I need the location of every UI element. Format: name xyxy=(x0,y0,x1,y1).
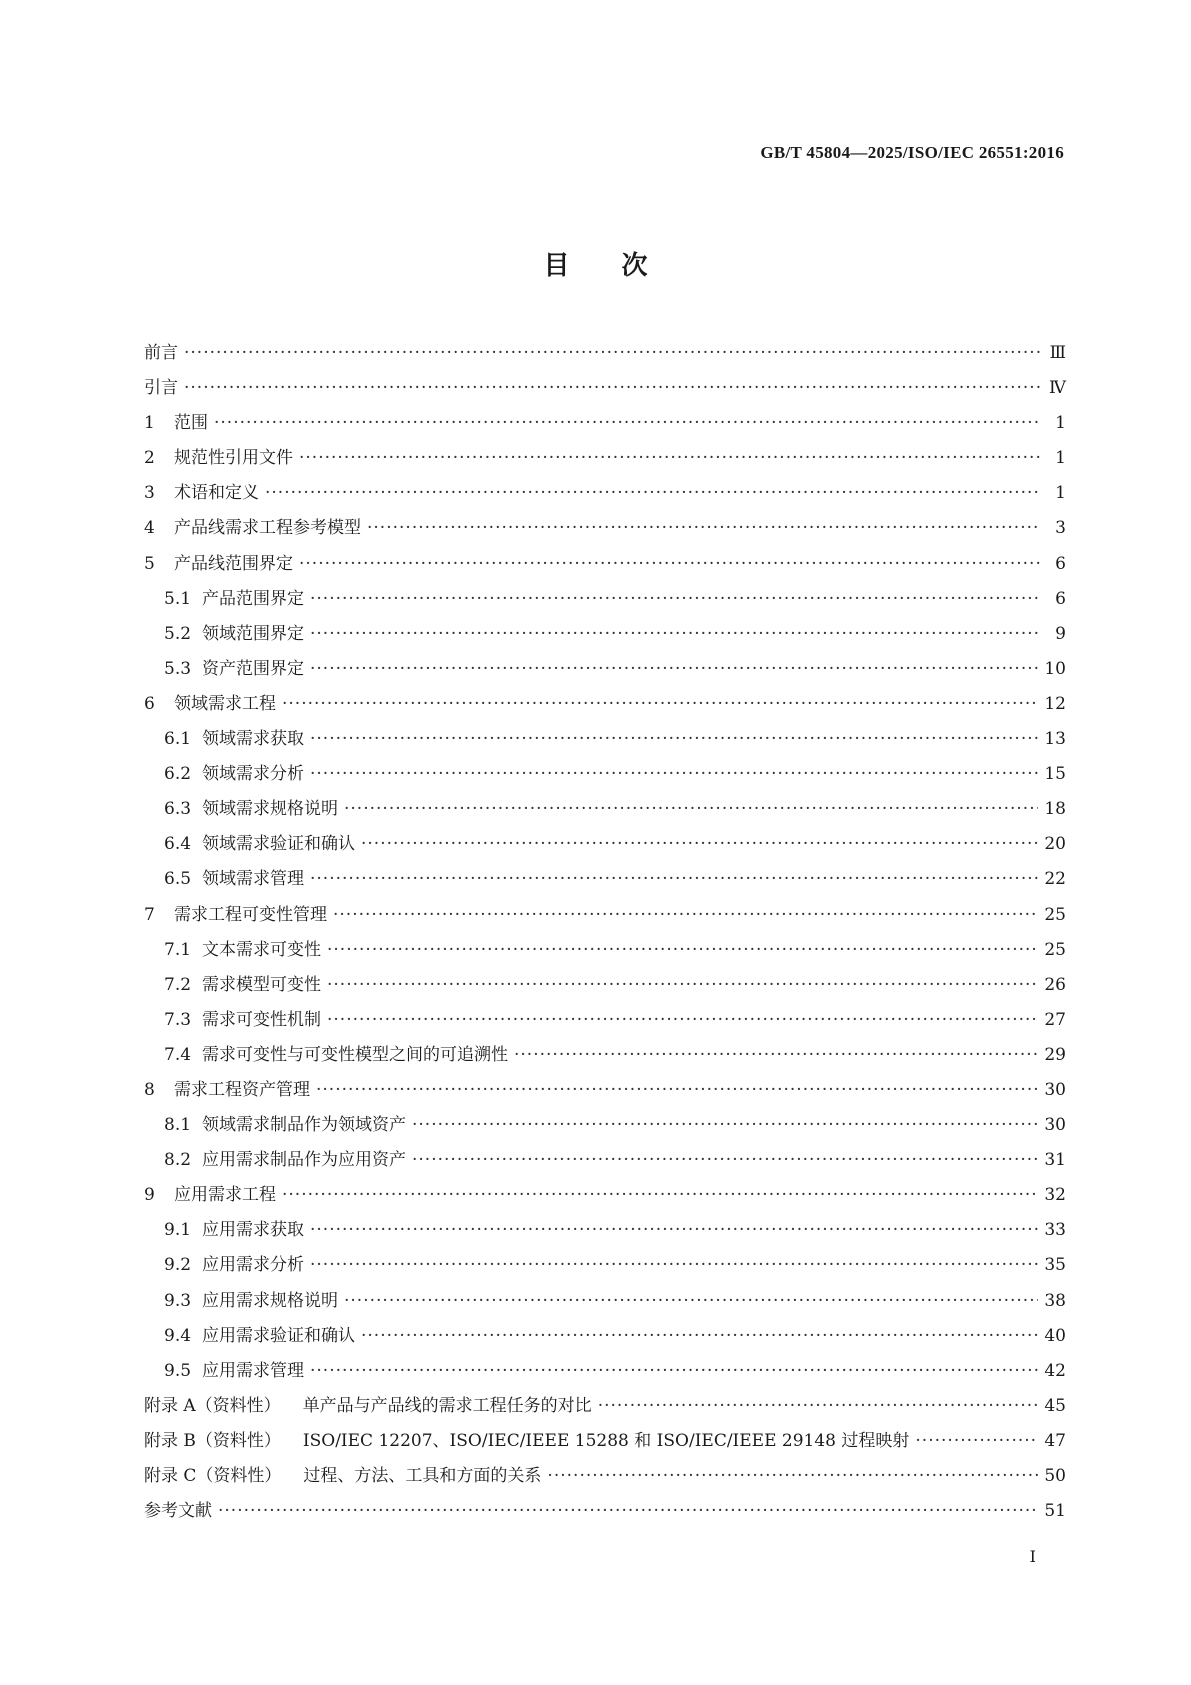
toc-entry-label: 应用需求规格说明 xyxy=(202,1290,338,1311)
toc-entry-label: 领域需求管理 xyxy=(202,869,304,890)
toc-leader-dots xyxy=(344,799,1038,819)
toc-entry-label: 前言 xyxy=(144,343,178,363)
toc-entry[interactable] xyxy=(144,794,1066,829)
toc-entry[interactable] xyxy=(144,864,1066,899)
toc-entry-label: 应用需求获取 xyxy=(202,1220,304,1241)
toc-entry[interactable] xyxy=(144,584,1066,619)
toc-entry[interactable] xyxy=(144,478,1066,513)
toc-entry[interactable] xyxy=(144,1321,1066,1356)
toc-entry-page: 20 xyxy=(1044,834,1066,855)
toc-entry-page: 6 xyxy=(1055,553,1066,574)
toc-entry-page: 10 xyxy=(1044,658,1066,679)
toc-entry-label: 应用需求工程 xyxy=(174,1185,276,1206)
toc-entry-page: 3 xyxy=(1055,518,1066,539)
toc-entry-label: 产品范围界定 xyxy=(202,588,304,609)
toc-entry-label: 参考文献 xyxy=(144,1501,212,1522)
toc-entry[interactable] xyxy=(144,724,1066,759)
toc-entry[interactable] xyxy=(144,1005,1066,1040)
toc-entry[interactable] xyxy=(144,1075,1066,1110)
toc-entry-number: 9.2 xyxy=(164,1255,192,1276)
toc-entry-number: 6.2 xyxy=(164,764,192,785)
toc-leader-dots xyxy=(299,448,1040,468)
toc-entry-page: 15 xyxy=(1044,764,1066,785)
toc-entry-number: 8 xyxy=(144,1079,155,1100)
toc-entry-label: 单产品与产品线的需求工程任务的对比 xyxy=(302,1395,592,1416)
toc-entry-label: 需求可变性与可变性模型之间的可追溯性 xyxy=(202,1044,508,1065)
toc-entry-number: 6.5 xyxy=(164,869,192,890)
toc-entry-page: 26 xyxy=(1044,974,1066,995)
toc-entry-number: 6 xyxy=(144,693,155,714)
toc-entry-label: 产品线范围界定 xyxy=(174,553,293,574)
toc-annex-prefix: 附录 B（资料性） xyxy=(144,1430,281,1451)
toc-leader-dots xyxy=(367,518,1040,538)
toc-entry[interactable] xyxy=(144,338,1066,373)
toc-entry[interactable] xyxy=(144,970,1066,1005)
toc-entry[interactable] xyxy=(144,935,1066,970)
toc-leader-dots xyxy=(327,940,1038,960)
toc-entry[interactable] xyxy=(144,1286,1066,1321)
toc-entry-page: 47 xyxy=(1044,1430,1066,1451)
toc-entry-number: 2 xyxy=(144,448,155,469)
toc-leader-dots xyxy=(282,1185,1038,1205)
toc-leader-dots xyxy=(327,1010,1038,1030)
toc-leader-dots xyxy=(310,589,1040,609)
toc-entry-page: Ⅲ xyxy=(1049,343,1066,363)
toc-entry-page: 32 xyxy=(1044,1185,1066,1206)
toc-entry[interactable] xyxy=(144,1145,1066,1180)
toc-entry-number: 9.3 xyxy=(164,1290,192,1311)
toc-entry-number: 5 xyxy=(144,553,155,574)
toc-entry-number: 9 xyxy=(144,1185,155,1206)
toc-entry[interactable] xyxy=(144,654,1066,689)
toc-entry[interactable] xyxy=(144,373,1066,408)
toc-leader-dots xyxy=(361,1326,1038,1346)
toc-entry-page: 29 xyxy=(1044,1044,1066,1065)
toc-entry-label: 领域范围界定 xyxy=(202,623,304,644)
toc-entry-page: 51 xyxy=(1044,1501,1066,1522)
toc-entry[interactable] xyxy=(144,513,1066,548)
toc-entry-number: 8.2 xyxy=(164,1150,192,1171)
toc-leader-dots xyxy=(218,1501,1038,1521)
toc-leader-dots xyxy=(361,834,1038,854)
toc-entry[interactable] xyxy=(144,1461,1066,1496)
toc-entry-number: 5.1 xyxy=(164,588,192,609)
toc-leader-dots xyxy=(310,764,1038,784)
toc-leader-dots xyxy=(214,413,1040,433)
toc-annex-prefix: 附录 C（资料性） xyxy=(144,1466,282,1486)
toc-entry[interactable] xyxy=(144,408,1066,443)
toc-entry[interactable] xyxy=(144,1496,1066,1531)
toc-entry-label: 术语和定义 xyxy=(174,483,259,504)
toc-entry-page: 1 xyxy=(1055,448,1066,469)
toc-entry-label: 应用需求验证和确认 xyxy=(202,1325,355,1346)
toc-entry[interactable] xyxy=(144,1356,1066,1391)
toc-entry-label: 需求工程资产管理 xyxy=(174,1079,310,1100)
toc-entry-number: 6.1 xyxy=(164,729,192,750)
toc-leader-dots xyxy=(310,624,1040,644)
toc-annex-prefix: 附录 A（资料性） xyxy=(144,1395,281,1416)
toc-entry-page: 25 xyxy=(1044,939,1066,960)
toc-entry-page: 18 xyxy=(1044,799,1066,820)
toc-leader-dots xyxy=(310,729,1038,749)
toc-entry-page: 6 xyxy=(1055,588,1066,609)
toc-entry-page: 33 xyxy=(1044,1220,1066,1241)
toc-entry-number: 9.1 xyxy=(164,1220,192,1241)
toc-entry-page: 13 xyxy=(1044,729,1066,750)
toc-entry[interactable] xyxy=(144,900,1066,935)
toc-entry-number: 5.2 xyxy=(164,623,192,644)
toc-entry-number: 7.1 xyxy=(164,939,192,960)
toc-entry[interactable] xyxy=(144,1426,1066,1461)
toc-entry-page: 27 xyxy=(1044,1009,1066,1030)
toc-entry[interactable] xyxy=(144,1180,1066,1215)
toc-entry-page: 9 xyxy=(1055,623,1066,644)
toc-entry[interactable] xyxy=(144,689,1066,724)
toc-entry-page: Ⅳ xyxy=(1049,378,1066,399)
toc-leader-dots xyxy=(412,1150,1038,1170)
toc-entry-label: 规范性引用文件 xyxy=(174,448,293,469)
toc-entry-label: 领域需求工程 xyxy=(174,693,276,714)
toc-entry-label: 过程、方法、工具和方面的关系 xyxy=(303,1466,542,1486)
toc-entry-label: 需求可变性机制 xyxy=(202,1009,321,1030)
toc-leader-dots xyxy=(316,1080,1038,1100)
page-number: I xyxy=(1029,1547,1036,1566)
toc-entry-page: 30 xyxy=(1044,1115,1066,1136)
toc-entry[interactable] xyxy=(144,759,1066,794)
toc-entry-number: 7.4 xyxy=(164,1044,192,1065)
page-title: 目次 xyxy=(543,251,700,281)
toc-entry-label: 领域需求分析 xyxy=(202,764,304,785)
toc-leader-dots xyxy=(547,1466,1038,1486)
toc-entry-label: 引言 xyxy=(144,378,178,399)
toc-entry-label: ISO/IEC 12207、ISO/IEC/IEEE 15288 和 ISO/IEC/IEEE 29148 过程映射 xyxy=(302,1430,910,1451)
toc-entry-page: 38 xyxy=(1044,1290,1066,1311)
toc-entry-number: 1 xyxy=(144,413,155,434)
toc-entry-page: 30 xyxy=(1044,1079,1066,1100)
toc-entry-page: 12 xyxy=(1044,693,1066,714)
standard-code: GB/T 45804—2025/ISO/IEC 26551:2016 xyxy=(760,143,1064,162)
toc-entry-label: 范围 xyxy=(174,413,208,434)
toc-entry-label: 领域需求验证和确认 xyxy=(202,834,355,855)
toc-entry-number: 7 xyxy=(144,904,155,925)
toc-leader-dots xyxy=(915,1431,1038,1451)
toc-entry-label: 需求工程可变性管理 xyxy=(174,904,327,925)
toc-entry[interactable] xyxy=(144,549,1066,584)
toc-entry-label: 需求模型可变性 xyxy=(202,974,321,995)
toc-entry-page: 50 xyxy=(1044,1466,1066,1486)
toc-leader-dots xyxy=(310,659,1038,679)
toc-leader-dots xyxy=(184,343,1040,363)
toc-leader-dots xyxy=(310,1361,1038,1381)
toc-leader-dots xyxy=(310,1220,1038,1240)
toc-leader-dots xyxy=(282,694,1038,714)
toc-entry-page: 42 xyxy=(1044,1360,1066,1381)
toc-entry-label: 产品线需求工程参考模型 xyxy=(174,518,361,539)
toc-entry-page: 25 xyxy=(1044,904,1066,925)
toc-entry[interactable] xyxy=(144,1215,1066,1250)
toc-entry-label: 领域需求规格说明 xyxy=(202,799,338,820)
toc-entry-number: 3 xyxy=(144,483,155,504)
toc-entry-number: 7.3 xyxy=(164,1009,192,1030)
toc-entry-page: 45 xyxy=(1044,1395,1066,1416)
toc-entry[interactable] xyxy=(144,1250,1066,1285)
toc-entry[interactable] xyxy=(144,443,1066,478)
toc-entry[interactable] xyxy=(144,1110,1066,1145)
toc-entry-page: 35 xyxy=(1044,1255,1066,1276)
toc-entry-label: 资产范围界定 xyxy=(202,658,304,679)
toc-entry[interactable] xyxy=(144,829,1066,864)
toc-leader-dots xyxy=(265,483,1040,503)
toc-entry-label: 应用需求管理 xyxy=(202,1360,304,1381)
toc-entry[interactable] xyxy=(144,1040,1066,1075)
toc-entry-number: 9.4 xyxy=(164,1325,192,1346)
toc-entry-page: 40 xyxy=(1044,1325,1066,1346)
toc-entry-number: 6.3 xyxy=(164,799,192,820)
toc-leader-dots xyxy=(514,1045,1038,1065)
toc-entry-number: 6.4 xyxy=(164,834,192,855)
toc-entry-number: 7.2 xyxy=(164,974,192,995)
toc-leader-dots xyxy=(344,1291,1038,1311)
table-of-contents xyxy=(144,338,1066,1531)
toc-leader-dots xyxy=(310,1255,1038,1275)
toc-leader-dots xyxy=(184,378,1040,398)
toc-leader-dots xyxy=(299,554,1040,574)
toc-entry[interactable] xyxy=(144,1391,1066,1426)
toc-leader-dots xyxy=(598,1396,1039,1416)
toc-entry-label: 应用需求制品作为应用资产 xyxy=(202,1150,406,1171)
toc-entry-label: 领域需求获取 xyxy=(202,729,304,750)
toc-entry-label: 领域需求制品作为领域资产 xyxy=(202,1115,406,1136)
toc-leader-dots xyxy=(327,975,1038,995)
toc-entry-label: 文本需求可变性 xyxy=(202,939,321,960)
toc-entry-label: 应用需求分析 xyxy=(202,1255,304,1276)
toc-leader-dots xyxy=(310,869,1038,889)
toc-entry-page: 22 xyxy=(1044,869,1066,890)
toc-leader-dots xyxy=(333,905,1038,925)
toc-entry-number: 5.3 xyxy=(164,658,192,679)
toc-entry-page: 1 xyxy=(1055,483,1066,504)
toc-leader-dots xyxy=(412,1115,1038,1135)
toc-entry-page: 1 xyxy=(1055,413,1066,434)
toc-entry-number: 4 xyxy=(144,518,155,539)
toc-entry-page: 31 xyxy=(1044,1150,1066,1171)
toc-entry[interactable] xyxy=(144,619,1066,654)
toc-entry-number: 9.5 xyxy=(164,1360,192,1381)
toc-entry-number: 8.1 xyxy=(164,1115,192,1136)
